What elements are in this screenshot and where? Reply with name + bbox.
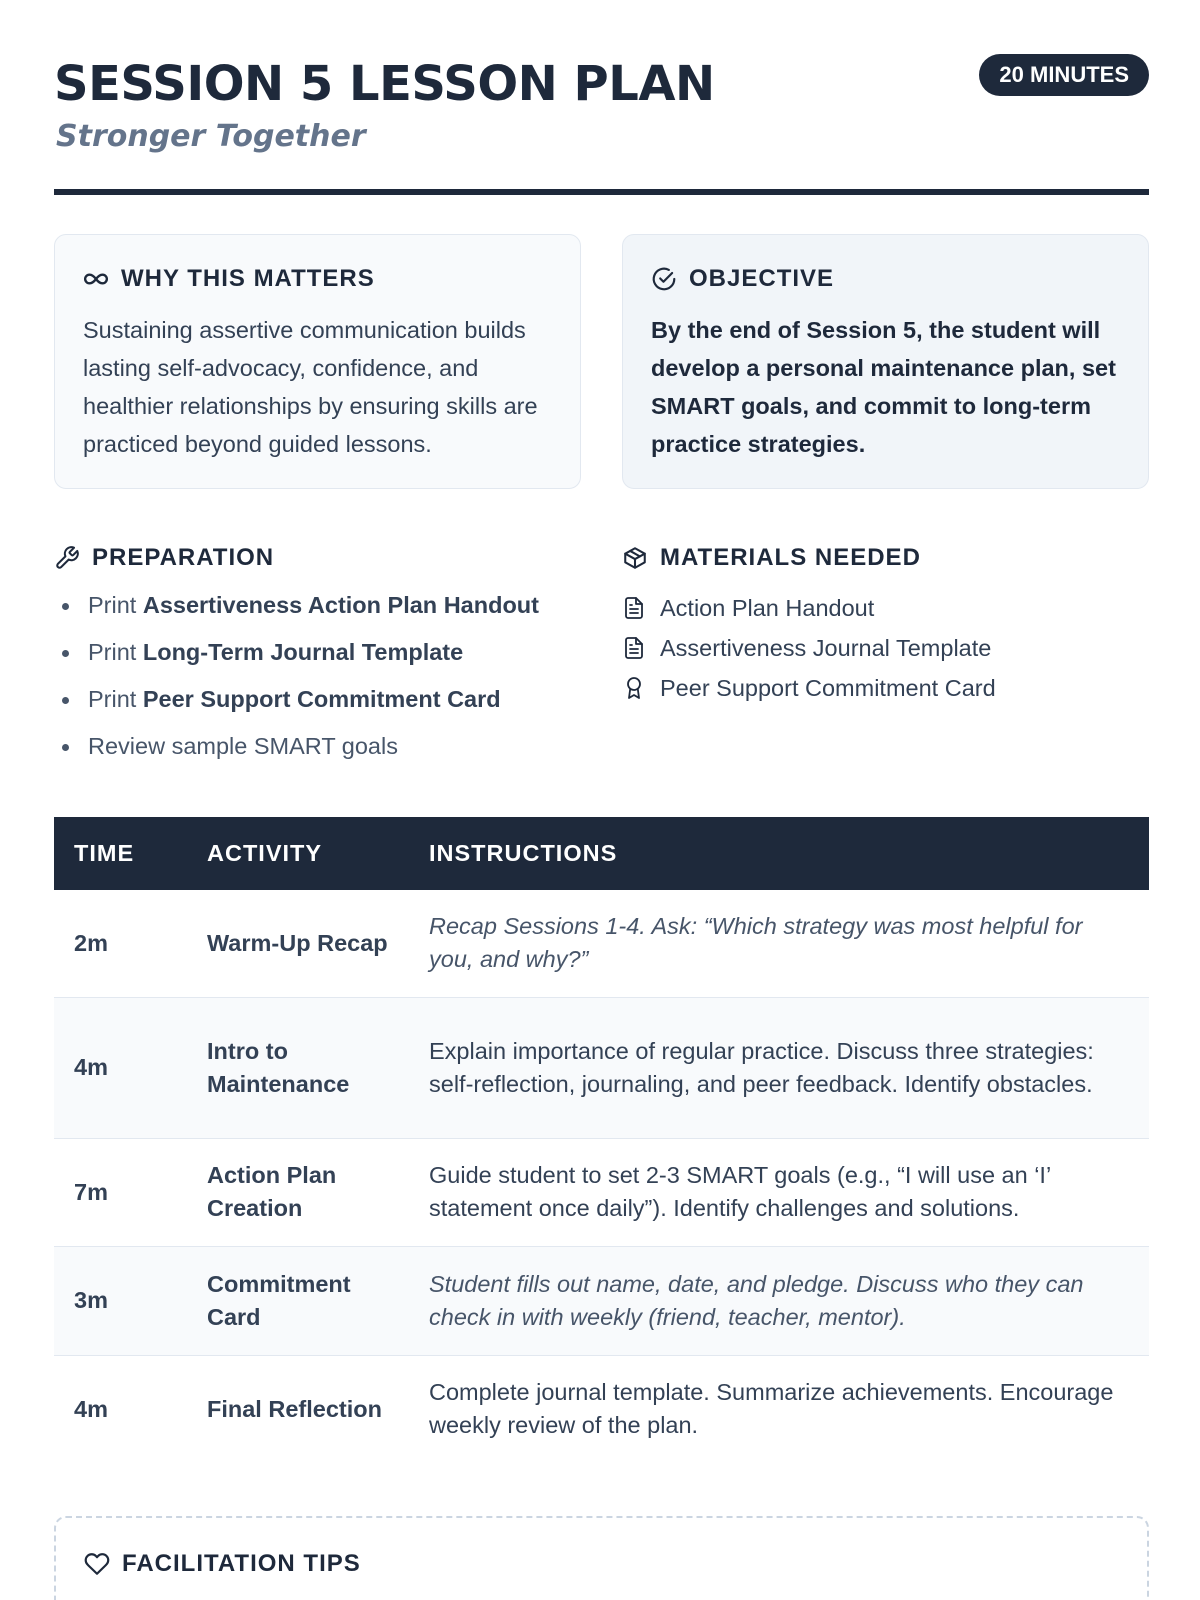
materials-title: MATERIALS NEEDED <box>660 544 921 571</box>
list-item: Peer Support Commitment Card <box>622 668 1149 708</box>
column-header-instructions: INSTRUCTIONS <box>429 840 618 866</box>
materials-list <box>622 588 1149 708</box>
preparation-section <box>54 542 594 776</box>
row-activity: Action Plan Creation <box>187 1138 409 1246</box>
document-icon <box>622 596 646 620</box>
row-instructions: Student fills out name, date, and pledge. Discuss who they can check in with weekly (friend, teacher, mentor). <box>409 1246 1149 1355</box>
facilitation-tips-box <box>54 1516 1149 1600</box>
row-activity: Intro to Maintenance <box>187 997 409 1138</box>
column-header-activity: ACTIVITY <box>207 840 323 866</box>
table-row <box>54 1246 1149 1355</box>
list-item: Review sample SMART goals <box>54 729 594 776</box>
schedule-table <box>54 817 1149 1463</box>
objective-header <box>651 263 1122 295</box>
duration-badge: 20 MINUTES <box>979 54 1149 96</box>
lesson-plan-page <box>54 0 1149 1600</box>
check-circle-icon <box>651 266 677 292</box>
row-time: 2m <box>54 890 187 997</box>
list-item: Print Assertiveness Action Plan Handout <box>54 588 594 635</box>
row-time: 3m <box>54 1246 187 1355</box>
row-instructions: Guide student to set 2-3 SMART goals (e.g., “I will use an ‘I’ statement once daily”). Identify challenges and solutions. <box>409 1138 1149 1246</box>
document-icon <box>622 636 646 660</box>
tips-title: FACILITATION TIPS <box>122 1550 361 1577</box>
table-header-row <box>54 817 1149 890</box>
list-item: Print Long-Term Journal Template <box>54 635 594 682</box>
preparation-header <box>54 542 594 574</box>
preparation-title: PREPARATION <box>92 544 275 571</box>
why-this-matters-card <box>54 234 581 489</box>
list-item: Assertiveness Journal Template <box>622 628 1149 668</box>
row-instructions: Complete journal template. Summarize achievements. Encourage weekly review of the plan. <box>429 1379 1114 1439</box>
objective-card <box>622 234 1149 489</box>
why-header <box>83 263 554 295</box>
why-title: WHY THIS MATTERS <box>121 265 375 292</box>
row-instructions: Recap Sessions 1-4. Ask: “Which strategy was most helpful for you, and why?” <box>409 890 1149 997</box>
page-header <box>54 50 1149 195</box>
list-item: Action Plan Handout <box>622 588 1149 628</box>
page-subtitle: Stronger Together <box>56 119 366 154</box>
table-row <box>54 1138 1149 1246</box>
table-row <box>54 997 1149 1138</box>
row-time: 4m <box>54 997 187 1138</box>
row-activity: Commitment Card <box>187 1246 409 1355</box>
table-row <box>54 1355 1149 1463</box>
page-title: SESSION 5 LESSON PLAN <box>54 56 715 112</box>
row-time: 4m <box>74 1395 108 1422</box>
infinity-icon <box>83 266 109 292</box>
tips-header <box>84 1548 1119 1580</box>
materials-header <box>622 542 1149 574</box>
table-row <box>54 890 1149 997</box>
row-instructions: Explain importance of regular practice. Discuss three strategies: self-reflection, journaling, and peer feedback. Identify obstacles. <box>409 997 1149 1138</box>
why-text: Sustaining assertive communication builds lasting self-advocacy, confidence, and healthier relationships by ensuring skills are practiced beyond guided lessons. <box>83 317 538 457</box>
box-icon <box>622 545 648 571</box>
list-item: Print Peer Support Commitment Card <box>54 682 594 729</box>
wrench-icon <box>54 545 80 571</box>
award-icon <box>622 676 646 700</box>
objective-title: OBJECTIVE <box>689 265 835 292</box>
materials-section <box>622 542 1149 708</box>
heart-icon <box>84 1551 110 1577</box>
column-header-time: TIME <box>74 840 135 866</box>
row-activity: Final Reflection <box>207 1395 382 1422</box>
preparation-list <box>54 588 594 776</box>
row-time: 7m <box>54 1138 187 1246</box>
row-activity: Warm-Up Recap <box>187 890 409 997</box>
objective-text: By the end of Session 5, the student will develop a personal maintenance plan, set SMART goals, and commit to long-term practice strategies. <box>651 317 1116 457</box>
